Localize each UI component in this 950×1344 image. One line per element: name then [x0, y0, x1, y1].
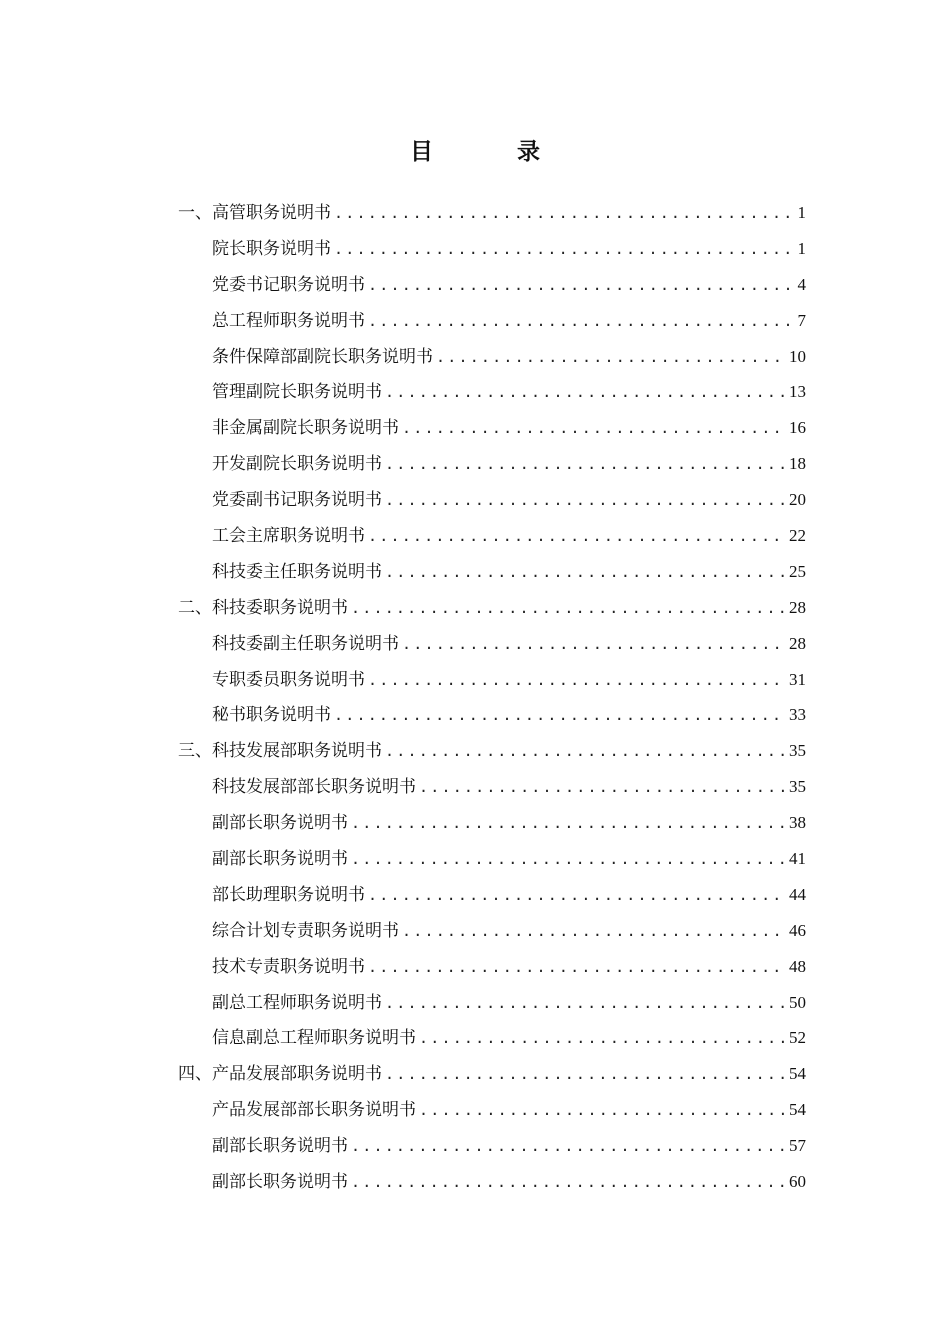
toc-page-number: 60 [789, 1172, 806, 1192]
toc-entry-label: 科技发展部部长职务说明书 [212, 777, 416, 798]
toc-section-entry[interactable] [178, 195, 806, 231]
toc-page-number: 57 [789, 1136, 806, 1156]
toc-entry-label: 非金属副院长职务说明书 [212, 418, 399, 439]
toc-entry-label: 总工程师职务说明书 [212, 310, 365, 331]
toc-page-number: 20 [789, 490, 806, 510]
toc-dot-leader [368, 268, 795, 304]
toc-entry-label: 副部长职务说明书 [212, 813, 348, 834]
toc-subsection-entry[interactable] [178, 1128, 806, 1164]
toc-subsection-entry[interactable] [178, 697, 806, 733]
toc-page-number: 25 [789, 561, 806, 581]
toc-dot-leader [385, 1057, 786, 1093]
toc-entry-label: 党委副书记职务说明书 [212, 490, 382, 511]
toc-subsection-entry[interactable] [178, 267, 806, 303]
toc-page-number: 13 [789, 382, 806, 402]
toc-dot-leader [368, 950, 786, 986]
toc-subsection-entry[interactable] [178, 339, 806, 375]
toc-page-number: 4 [797, 274, 806, 294]
toc-entry-label: 条件保障部副院长职务说明书 [212, 346, 433, 367]
toc-dot-leader [385, 447, 786, 483]
toc-subsection-entry[interactable] [178, 985, 806, 1021]
toc-dot-leader [402, 627, 786, 663]
toc-page-number: 31 [789, 669, 806, 689]
toc-entry-label: 副部长职务说明书 [212, 1136, 348, 1157]
toc-entry-label: 产品发展部部长职务说明书 [212, 1100, 416, 1121]
toc-entry-label: 专职委员职务说明书 [212, 669, 365, 690]
toc-page-number: 38 [789, 813, 806, 833]
toc-subsection-entry[interactable] [178, 841, 806, 877]
toc-dot-leader [385, 986, 786, 1022]
toc-entry-label: 开发副院长职务说明书 [212, 454, 382, 475]
toc-entry-label: 副总工程师职务说明书 [212, 992, 382, 1013]
toc-subsection-entry[interactable] [178, 769, 806, 805]
toc-page-number: 54 [789, 1064, 806, 1084]
toc-page-number: 16 [789, 418, 806, 438]
toc-entry-label: 二、科技委职务说明书 [178, 597, 348, 618]
toc-page-number: 10 [789, 346, 806, 366]
toc-list [178, 195, 806, 1200]
toc-dot-leader [419, 1093, 786, 1129]
toc-entry-label: 工会主席职务说明书 [212, 526, 365, 547]
toc-page-number: 22 [789, 526, 806, 546]
toc-page-number: 33 [789, 705, 806, 725]
toc-entry-label: 科技委主任职务说明书 [212, 561, 382, 582]
toc-subsection-entry[interactable] [178, 1092, 806, 1128]
toc-entry-label: 秘书职务说明书 [212, 705, 331, 726]
toc-subsection-entry[interactable] [178, 949, 806, 985]
toc-page-number: 28 [789, 597, 806, 617]
toc-page-number: 1 [797, 203, 806, 222]
toc-entry-label: 院长职务说明书 [212, 238, 331, 259]
toc-page-number: 50 [789, 992, 806, 1012]
toc-section-entry[interactable] [178, 733, 806, 769]
toc-page-number: 1 [797, 238, 806, 258]
toc-dot-leader [334, 196, 795, 232]
toc-dot-leader [385, 734, 786, 770]
toc-page-number: 28 [789, 633, 806, 653]
toc-page-number: 46 [789, 920, 806, 940]
toc-subsection-entry[interactable] [178, 446, 806, 482]
toc-subsection-entry[interactable] [178, 877, 806, 913]
toc-entry-label: 副部长职务说明书 [212, 1172, 348, 1193]
toc-subsection-entry[interactable] [178, 303, 806, 339]
toc-dot-leader [436, 340, 786, 376]
toc-dot-leader [351, 842, 786, 878]
toc-dot-leader [385, 375, 786, 411]
toc-dot-leader [368, 663, 786, 699]
toc-page-number: 7 [797, 310, 806, 330]
toc-subsection-entry[interactable] [178, 913, 806, 949]
toc-dot-leader [385, 555, 786, 591]
toc-entry-label: 信息副总工程师职务说明书 [212, 1028, 416, 1049]
toc-page-number: 52 [789, 1028, 806, 1048]
toc-dot-leader [368, 519, 786, 555]
toc-entry-label: 党委书记职务说明书 [212, 274, 365, 295]
toc-subsection-entry[interactable] [178, 1020, 806, 1056]
toc-subsection-entry[interactable] [178, 231, 806, 267]
toc-subsection-entry[interactable] [178, 374, 806, 410]
toc-subsection-entry[interactable] [178, 518, 806, 554]
toc-dot-leader [334, 698, 786, 734]
toc-entry-label: 三、科技发展部职务说明书 [178, 741, 382, 762]
toc-entry-label: 技术专责职务说明书 [212, 956, 365, 977]
toc-dot-leader [351, 806, 786, 842]
toc-subsection-entry[interactable] [178, 554, 806, 590]
toc-subsection-entry[interactable] [178, 1164, 806, 1200]
toc-dot-leader [419, 770, 786, 806]
toc-page-number: 44 [789, 884, 806, 904]
toc-section-entry[interactable] [178, 590, 806, 626]
toc-dot-leader [419, 1021, 786, 1057]
toc-entry-label: 科技委副主任职务说明书 [212, 633, 399, 654]
toc-entry-label: 综合计划专责职务说明书 [212, 920, 399, 941]
toc-dot-leader [368, 878, 786, 914]
toc-page-number: 54 [789, 1100, 806, 1120]
toc-page-number: 35 [789, 741, 806, 761]
toc-dot-leader [351, 1129, 786, 1165]
toc-dot-leader [402, 914, 786, 950]
toc-dot-leader [385, 483, 786, 519]
toc-page-number: 41 [789, 849, 806, 869]
toc-subsection-entry[interactable] [178, 410, 806, 446]
toc-entry-label: 副部长职务说明书 [212, 849, 348, 870]
toc-entry-label: 一、高管职务说明书 [178, 203, 331, 223]
toc-subsection-entry[interactable] [178, 662, 806, 698]
toc-dot-leader [368, 304, 795, 340]
toc-section-entry[interactable] [178, 1056, 806, 1092]
toc-subsection-entry[interactable] [178, 482, 806, 518]
toc-page-number: 35 [789, 777, 806, 797]
toc-dot-leader [402, 411, 786, 447]
toc-title: 目 录 [409, 138, 578, 165]
toc-entry-label: 部长助理职务说明书 [212, 884, 365, 905]
toc-dot-leader [351, 1165, 786, 1201]
toc-dot-leader [351, 591, 786, 627]
toc-entry-label: 管理副院长职务说明书 [212, 382, 382, 403]
toc-subsection-entry[interactable] [178, 626, 806, 662]
toc-dot-leader [334, 232, 795, 268]
toc-entry-label: 四、产品发展部职务说明书 [178, 1064, 382, 1085]
toc-subsection-entry[interactable] [178, 805, 806, 841]
toc-page-number: 48 [789, 956, 806, 976]
toc-page-number: 18 [789, 454, 806, 474]
